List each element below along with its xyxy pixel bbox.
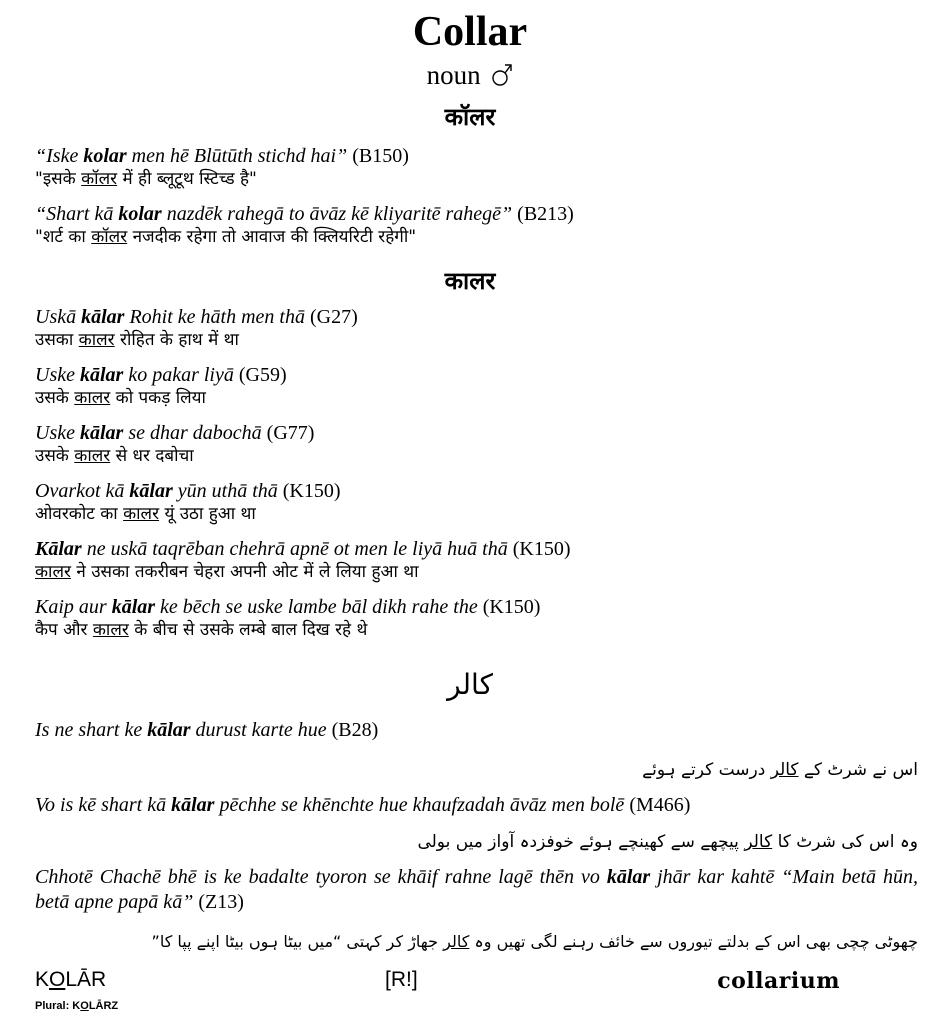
register-tag: [R!] — [385, 968, 418, 991]
example-hindi: ओवरकोट का कालर यूं उठा हुआ था — [35, 504, 256, 524]
example-romanized: Ovarkot kā kālar yūn uthā thā (K150) — [35, 480, 341, 502]
example-romanized: Kālar ne uskā taqrēban chehrā apnē ot men le liyā huā thā (K150) — [35, 538, 571, 560]
section-heading-kolar: कॉलर — [444, 103, 496, 131]
example-romanized: Kaip aur kālar ke bēch se uske lambe bāl dikh rahe the (K150) — [35, 596, 541, 618]
example-romanized: Vo is kē shart kā kālar pēchhe se khēnchte hue khaufzadah āvāz men bolē (M466) — [35, 794, 691, 816]
example-hindi: उसके कालर से धर दबोचा — [35, 446, 194, 466]
example-hindi: "शर्ट का कॉलर नजदीक रहेगा तो आवाज की क्लियरिटी रहेगी" — [35, 227, 417, 247]
source-ref: (K150) — [277, 480, 341, 502]
source-ref: (Z13) — [193, 891, 244, 913]
example-urdu: چھوٹی چچی بھی اس کے بدلتے تیوروں سے خائف رہنے لگی تھیں وہ کالر جھاڑ کر کہتی “میں بیٹا ہوں بیٹا اپنے پپا کا” — [151, 932, 918, 951]
example-romanized: Is ne shart ke kālar durust karte hue (B28) — [35, 719, 379, 741]
pronunciation: KOLĀR — [35, 968, 107, 991]
example-romanized: Uskā kālar Rohit ke hāth men thā (G27) — [35, 306, 358, 328]
source-ref: (G77) — [261, 422, 315, 444]
example-hindi: उसका कालर रोहित के हाथ में था — [35, 330, 239, 350]
plural-form: Plural: KOLĀRZ — [35, 1000, 119, 1012]
section-heading-kalar: कालर — [444, 267, 496, 295]
example-romanized: “Shart kā kolar nazdēk rahegā to āvāz kē kliyaritē rahegē” (B213) — [35, 203, 574, 225]
headword: Collar — [412, 9, 528, 55]
example-hindi: कैप और कालर के बीच से उसके लम्बे बाल दिख रहे थे — [35, 620, 368, 640]
example-urdu: وہ اس کی شرٹ کا کالر پیچھے سے کھینچے ہوئے خوفزدہ آواز میں بولی — [417, 832, 918, 852]
source-ref: (K150) — [477, 596, 541, 618]
example-romanized: Uske kālar ko pakar liyā (G59) — [35, 364, 287, 386]
source-ref: (B213) — [512, 203, 574, 225]
example-romanized: “Iske kolar men hē Blūtūth stichd hai” (B150) — [35, 145, 409, 167]
example-hindi: "इसके कॉलर में ही ब्लूटूथ स्टिच्ड है" — [35, 169, 257, 189]
source-ref: (B150) — [347, 145, 409, 167]
part-of-speech: noun — [426, 60, 481, 90]
source-ref: (K150) — [507, 538, 571, 560]
example-romanized: Chhotē Chachē bhē is ke badalte tyoron se khāif rahne lagē thēn vo kālar jhār kar kahtē “Main betā hūn, betā apne papā kā” (Z13) — [35, 866, 918, 913]
male-gender-icon — [491, 61, 513, 95]
example-hindi: उसके कालर को पकड़ लिया — [35, 388, 206, 408]
source-ref: (G27) — [304, 306, 358, 328]
latin-etymology: collarium — [717, 968, 840, 994]
source-ref: (G59) — [233, 364, 287, 386]
example-urdu: اس نے شرٹ کے کالر درست کرتے ہوئے — [642, 760, 918, 780]
source-ref: (M466) — [624, 794, 691, 816]
example-romanized: Uske kālar se dhar dabochā (G77) — [35, 422, 315, 444]
part-of-speech-line — [0, 58, 940, 95]
section-heading-urdu: کالر — [447, 668, 493, 701]
example-hindi: कालर ने उसका तकरीबन चेहरा अपनी ओट में ले लिया हुआ था — [35, 562, 419, 582]
source-ref: (B28) — [326, 719, 379, 741]
